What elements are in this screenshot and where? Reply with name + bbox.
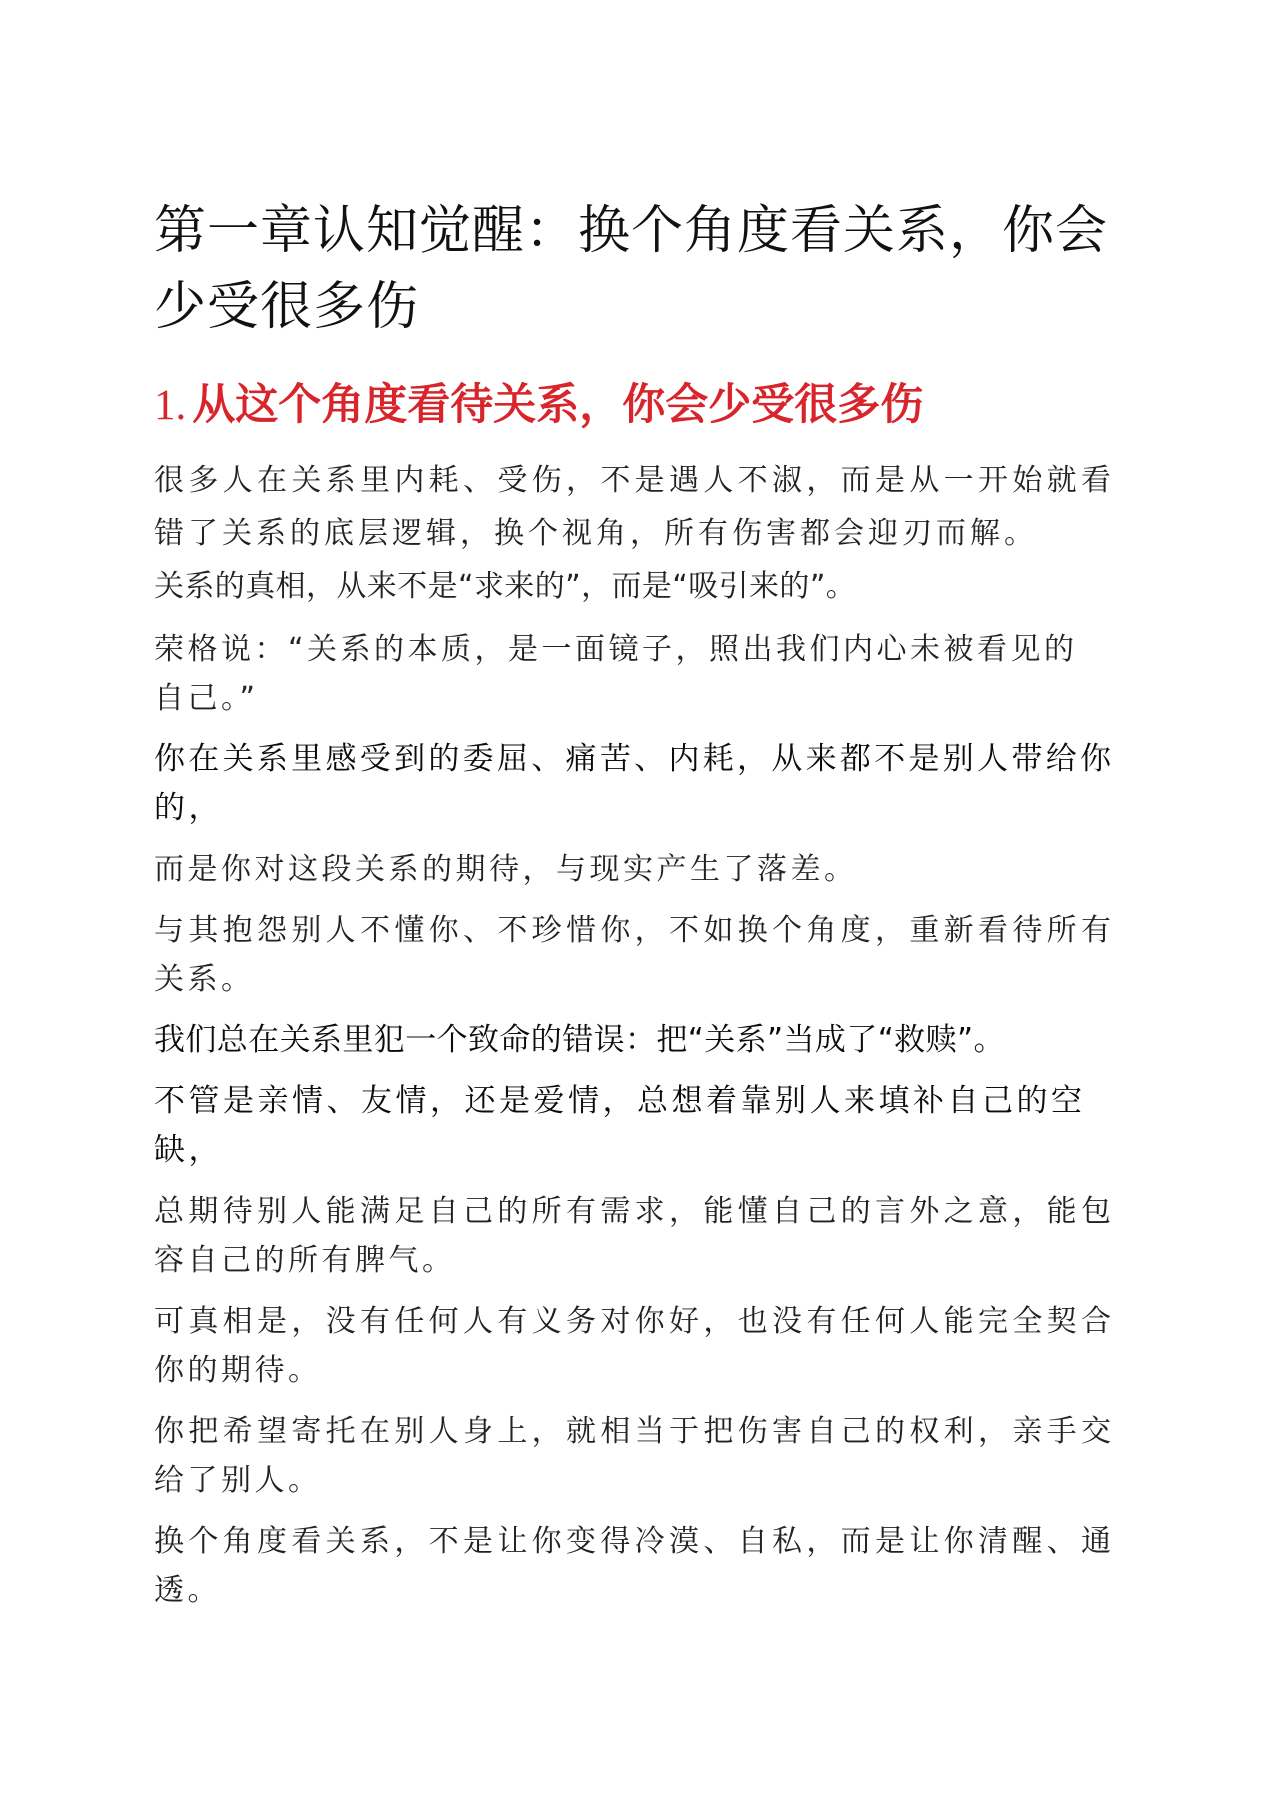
section-heading — [154, 375, 1154, 435]
paragraph — [154, 735, 1154, 833]
paragraph-line: 可真相是，没有任何人有义务对你好，也没有任何人能完全契合 — [154, 1304, 1111, 1339]
paragraph — [154, 1297, 1154, 1395]
paragraph-line: 总期待别人能满足自己的所有需求，能懂自己的言外之意，能包 — [154, 1194, 1111, 1229]
paragraph-line: 你在关系里感受到的委屈、痛苦、内耗，从来都不是别人带给你 — [154, 741, 1111, 777]
paragraph-line: 容自己的所有脾气。 — [154, 1243, 456, 1278]
paragraph — [154, 1187, 1154, 1285]
paragraph — [154, 560, 1154, 613]
paragraph — [154, 1407, 1154, 1505]
paragraph — [154, 1016, 1154, 1065]
paragraph — [154, 845, 1154, 894]
paragraph-line: 很多人在关系里内耗、受伤，不是遇人不淑，而是从一开始就看 — [154, 463, 1111, 498]
paragraph-line: 与其抱怨别人不懂你、不珍惜你，不如换个角度，重新看待所有 — [154, 913, 1111, 948]
section-number: 1. — [154, 382, 187, 429]
paragraph — [154, 1077, 1154, 1175]
paragraph-line: 我们总在关系里犯一个致命的错误：把“关系”当成了“救赎”。 — [154, 1022, 1005, 1058]
paragraph-line: 荣格说：“关系的本质，是一面镜子，照出我们内心未被看见的 — [154, 632, 1078, 667]
paragraph-line: 你把希望寄托在别人身上，就相当于把伤害自己的权利，亲手交 — [154, 1414, 1111, 1449]
paragraph-line: 自己。” — [154, 681, 259, 716]
paragraph-line: 的， — [154, 790, 223, 826]
paragraph-line: 而是你对这段关系的期待，与现实产生了落差。 — [154, 852, 858, 887]
paragraph — [154, 906, 1154, 1004]
paragraph — [154, 625, 1154, 723]
paragraph — [154, 1517, 1154, 1615]
chapter-title-line: 少受很多伤 — [154, 277, 420, 337]
paragraph-line: 你的期待。 — [154, 1353, 322, 1388]
paragraph-line: 关系。 — [154, 962, 255, 997]
paragraph-line: 错了关系的底层逻辑，换个视角，所有伤害都会迎刃而解。 — [154, 516, 1038, 551]
paragraph-line: 换个角度看关系，不是让你变得冷漠、自私，而是让你清醒、通 — [154, 1524, 1111, 1559]
chapter-title — [154, 193, 1154, 345]
paragraph-line: 关系的真相，从来不是“求来的”，而是“吸引来的”。 — [154, 569, 857, 604]
section-heading-text: 从这个角度看待关系，你会少受很多伤 — [192, 380, 924, 430]
paragraph-line: 缺， — [154, 1132, 223, 1168]
paragraph-line: 透。 — [154, 1573, 221, 1608]
paragraph-line: 不管是亲情、友情，还是爱情，总想着靠别人来填补自己的空 — [154, 1083, 1086, 1119]
body-text — [154, 454, 1154, 1615]
paragraph — [154, 454, 1154, 560]
document-page — [154, 193, 1154, 1627]
chapter-title-line: 第一章认知觉醒：换个角度看关系，你会 — [154, 201, 1109, 261]
paragraph-line: 给了别人。 — [154, 1463, 322, 1498]
